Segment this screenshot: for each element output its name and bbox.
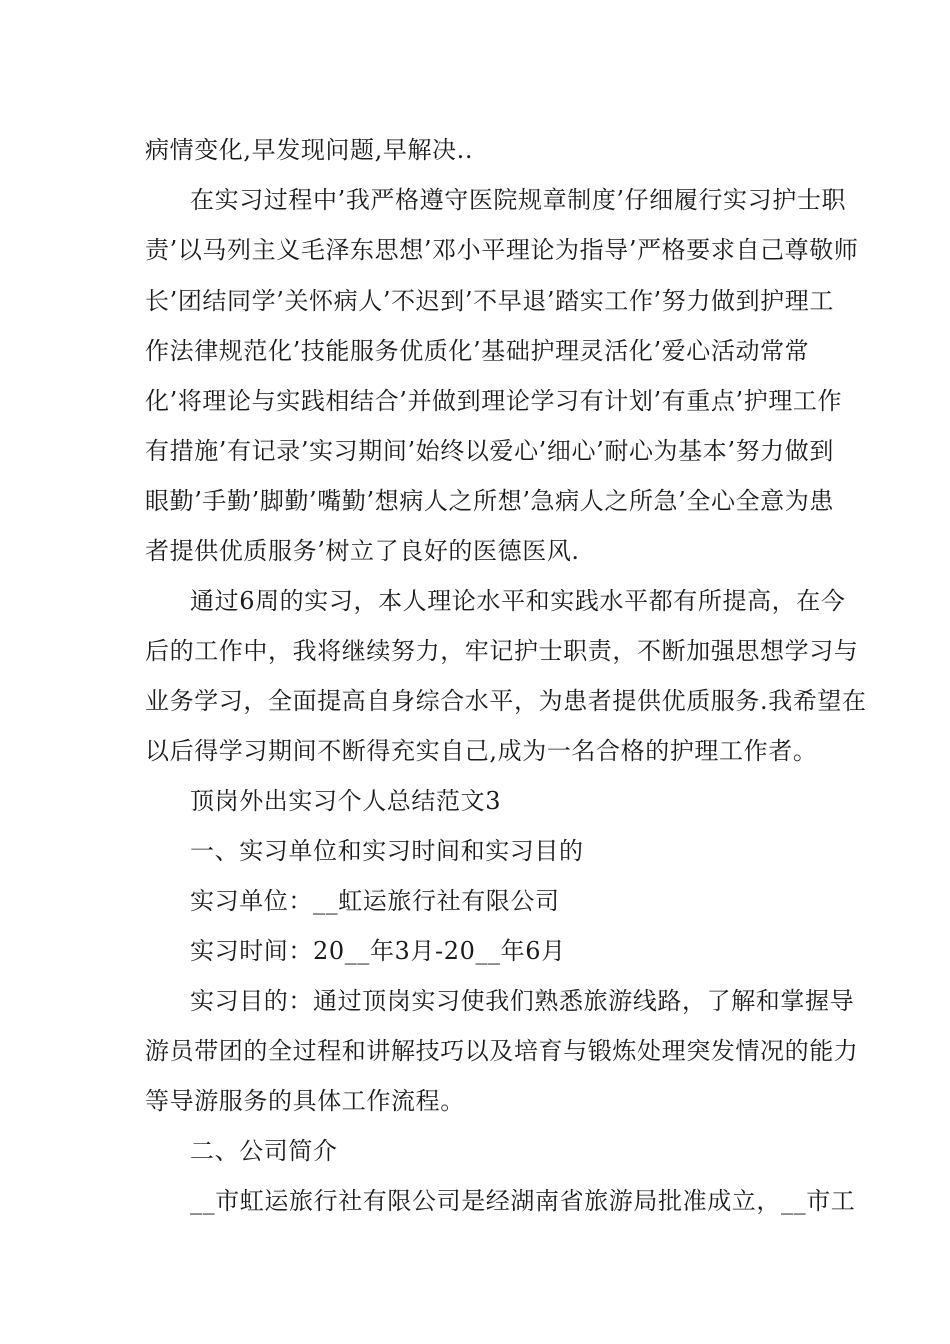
info-line: 实习时间：20__年3月-20__年6月 <box>190 937 566 965</box>
text-line: 眼勤’手勤’脚勤’嘴勤’想病人之所想’急病人之所急’全心全意为患 <box>145 487 834 515</box>
text-line: 责’以马列主义毛泽东思想’邓小平理论为指导’严格要求自己尊敬师 <box>145 236 859 264</box>
text-line: 后的工作中，我将继续努力，牢记护士职责，不断加强思想学习与 <box>145 637 859 665</box>
section-title: 顶岗外出实习个人总结范文3 <box>190 787 502 815</box>
text-line: 病情变化,早发现问题,早解决.. <box>145 136 474 164</box>
paragraph-line: __市虹运旅行社有限公司是经湖南省旅游局批准成立，__市工 <box>190 1187 856 1215</box>
paragraph-line: 实习目的：通过顶岗实习使我们熟悉旅游线路，了解和掌握导 <box>190 987 855 1015</box>
paragraph-line: 通过6周的实习，本人理论水平和实践水平都有所提高，在今 <box>190 587 846 615</box>
text-line: 业务学习，全面提高自身综合水平，为患者提供优质服务.我希望在 <box>145 687 867 715</box>
text-line: 化’将理论与实践相结合’并做到理论学习有计划’有重点’护理工作 <box>145 387 843 415</box>
paragraph-line: 在实习过程中’我严格遵守医院规章制度’仔细履行实习护士职 <box>190 186 847 214</box>
text-line: 者提供优质服务’树立了良好的医德医风. <box>145 537 580 565</box>
text-line: 游员带团的全过程和讲解技巧以及培育与锻炼处理突发情况的能力 <box>145 1037 859 1065</box>
text-line: 等导游服务的具体工作流程。 <box>145 1087 465 1115</box>
info-line: 实习单位：__虹运旅行社有限公司 <box>190 887 560 915</box>
section-heading: 二、公司简介 <box>190 1137 338 1165</box>
text-line: 以后得学习期间不断得充实自己,成为一名合格的护理工作者。 <box>145 737 818 765</box>
text-line: 作法律规范化’技能服务优质化’基础护理灵活化’爱心活动常常 <box>145 337 810 365</box>
section-heading: 一、实习单位和实习时间和实习目的 <box>190 837 584 865</box>
text-line: 有措施’有记录’实习期间’始终以爱心’细心’耐心为基本’努力做到 <box>145 437 834 465</box>
text-line: 长’团结同学’关怀病人’不迟到’不早退’踏实工作’努力做到护理工 <box>145 287 834 315</box>
